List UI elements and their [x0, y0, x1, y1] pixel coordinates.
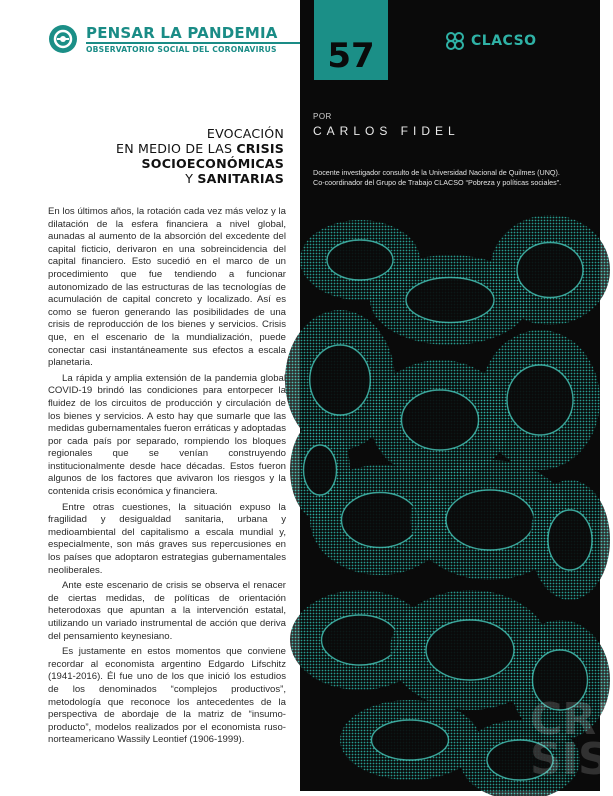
cover-image-panel: [300, 0, 600, 791]
clacso-logo: [444, 30, 537, 52]
clacso-wordmark: CLACSO: [471, 33, 537, 49]
title-text: EN MEDIO DE LAS: [116, 141, 237, 156]
title-line: EVOCACIÓN: [206, 126, 284, 141]
author-bio-line: Co-coordinador del Grupo de Trabajo CLACSO “Pobreza y políticas sociales”.: [313, 178, 562, 187]
article-title: [116, 126, 284, 186]
title-line: SOCIOECONÓMICAS: [141, 156, 284, 171]
brand-subtitle: OBSERVATORIO SOCIAL DEL CORONAVIRUS: [86, 45, 277, 54]
paragraph: Es justamente en estos momentos que conviene recordar al economista argentino Edgardo Lifschitz (1941-2016). Él fue uno de los que inició los estudios de los denominados “complejos productivos”, metodología que reconoce los antecedentes de la perspectiva de abordaje de la matriz de “insumo-producto”, modelos realizados por el economista ruso-norteamericano Wassily Leontief (1906-1999).: [48, 646, 286, 746]
author-bio: [313, 168, 595, 188]
paragraph: En los últimos años, la rotación cada vez más veloz y la dilatación de la esfera financiera a nivel global, aunadas al aumento de la absorción del excedente del capital ficticio, derivaron en una sobreincidencia del capital financiero. Esto sucedió en el marco de un procedimiento que fue tendiendo a funcionar autonomizado de las estructuras de las tecnologías de acumulación de capital concreto y localizado. Así es como se fueron generando las posibilidades de una crisis de reproducción de los bienes y servicios. Crisis que, en el escenario de la mundialización, puede conectar casi instantáneamente sus efectos a escala planetaria.: [48, 206, 286, 369]
article-body: [48, 206, 286, 750]
header-left: [0, 0, 300, 60]
clacso-logo-icon: [444, 30, 466, 52]
title-text: Y: [185, 171, 198, 186]
paragraph: Entre otras cuestiones, la situación expuso la fragilidad y desigualdad sanitaria, urbana y medioambiental del capitalismo a escala mundial y, especialmente, son más graves sus repercusiones en los países que adoptaron estrategias gubernamentales neoliberales.: [48, 501, 286, 576]
author-bio-line: Docente investigador consulto de la Universidad Nacional de Quilmes (UNQ).: [313, 168, 560, 177]
title-line: [116, 141, 284, 156]
brand-divider: [86, 42, 300, 44]
title-highlight: SANITARIAS: [197, 171, 284, 186]
by-label: POR: [313, 112, 332, 121]
title-line: [116, 171, 284, 186]
brand-title: PENSAR LA PANDEMIA: [86, 24, 278, 42]
title-highlight: CRISIS: [236, 141, 284, 156]
crisis-watermark: [530, 694, 613, 785]
paragraph: Ante este escenario de crisis se observa el renacer de ciertas medidas, de políticas de orientación heterodoxas que apuntan a la intervención estatal, utilizando un variado instrumental de acción que deriva del pensamiento keynesiano.: [48, 580, 286, 642]
issue-number-badge: 57: [314, 0, 388, 80]
author-name: CARLOS FIDEL: [313, 124, 460, 138]
watermark-line: CRI: [530, 694, 613, 745]
teal-organic-texture-image: [300, 0, 600, 791]
paragraph: La rápida y amplia extensión de la pandemia global COVID-19 brindó las condiciones para entorpecer la fluidez de los circuitos de producción y circulación de los bienes y servicios. A esto hay que sumarle que las medidas gubernamentales fueron erráticas y adoptadas por cada país por separado, rompiendo los bloques regionales que se venían construyendo institucionalmente desde hace décadas. Estos fueron algunos de los factores que avivaron los riesgos y la contenida crisis económica y financiera.: [48, 372, 286, 498]
watermark-line: SIS: [530, 734, 610, 785]
globe-logo-icon: [48, 24, 78, 54]
